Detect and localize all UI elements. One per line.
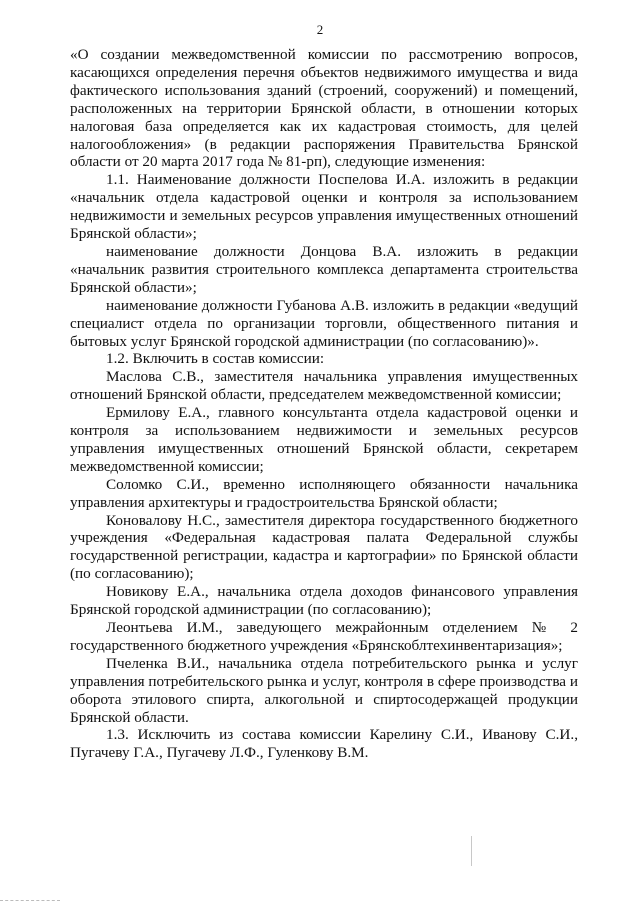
paragraph-solomko: Соломко С.И., временно исполняющего обязанности начальника управления архитектуры и градостроительства Брянской области;	[70, 475, 578, 511]
paragraph-novikova: Новикову Е.А., начальника отдела доходов финансового управления Брянской городской администрации (по согласованию);	[70, 583, 578, 619]
document-body	[70, 46, 578, 762]
paragraph-decree-title: «О создании межведомственной комиссии по рассмотрению вопросов, касающихся определения перечня объектов недвижимого имущества и вида фактического использования зданий (строений, сооружений) и помещений, расположенных на территории Брянской области, в отношении которых налоговая база определяется как их кадастровая стоимость, для целей налогообложения» (в редакции распоряжения Правительства Брянской области от 20 марта 2017 года № 81-рп), следующие изменения:	[70, 46, 578, 171]
page-number: 2	[316, 22, 324, 37]
paragraph-item-1-3: 1.3. Исключить из состава комиссии Карелину С.И., Иванову С.И., Пугачеву Г.А., Пугачеву Л.Ф., Гуленкову В.М.	[70, 726, 578, 762]
paragraph-dontsov-position: наименование должности Донцова В.А. изложить в редакции «начальник развития строительного комплекса департамента строительства Брянской области»;	[70, 242, 578, 296]
paragraph-leontyev: Леонтьева И.М., заведующего межрайонным отделением № 2 государственного бюджетного учреждения «Брянскоблтехинвентаризация»;	[70, 619, 578, 654]
paragraph-maslov: Маслова С.В., заместителя начальника управления имущественных отношений Брянской области, председателем межведомственной комиссии;	[70, 368, 578, 404]
paragraph-gubanov-position: наименование должности Губанова А.В. изложить в редакции «ведущий специалист отдела по организации торговли, общественного питания и бытовых услуг Брянской городской администрации (по согласованию)».	[70, 296, 578, 350]
paragraph-konovalova: Коновалову Н.С., заместителя директора государственного бюджетного учреждения «Федеральная кадастровая палата Федеральной службы государственной регистрации, кадастра и картографии» по Брянской области (по согласованию);	[70, 511, 578, 583]
paragraph-pchelenok: Пчеленка В.И., начальника отдела потребительского рынка и услуг управления потребительского рынка и услуг, контроля в сфере производства и оборота этилового спирта, алкогольной и спиртосодержащей продукции Брянской области.	[70, 654, 578, 726]
paragraph-item-1-1: 1.1. Наименование должности Поспелова И.А. изложить в редакции «начальник отдела кадастровой оценки и контроля за использованием недвижимости и земельных ресурсов управления имущественных отношений Брянской области»;	[70, 171, 578, 243]
scan-artifact-dashes	[0, 900, 60, 902]
paragraph-item-1-2: 1.2. Включить в состав комиссии:	[106, 350, 325, 368]
paragraph-ermilova: Ермилову Е.А., главного консультанта отдела кадастровой оценки и контроля за использованием недвижимости и земельных ресурсов управления имущественных отношений Брянской области, секретарем межведомственной комиссии;	[70, 404, 578, 475]
scan-artifact-line	[471, 836, 472, 866]
